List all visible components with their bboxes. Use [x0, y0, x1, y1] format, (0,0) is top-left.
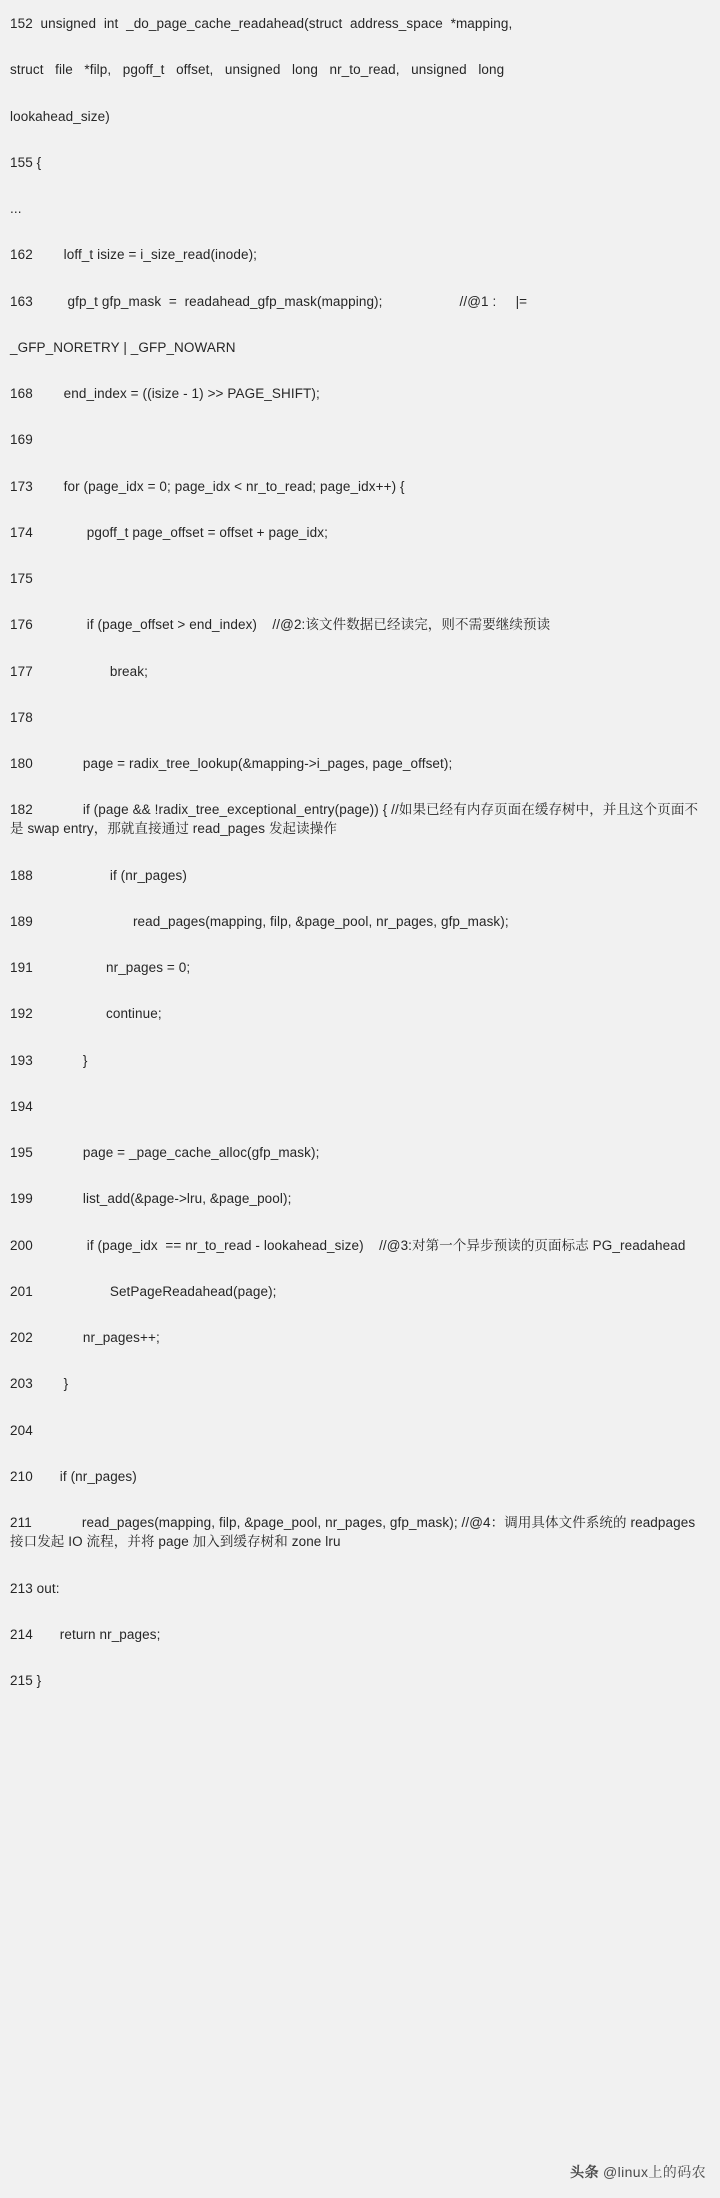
code-line: 152 unsigned int _do_page_cache_readahead(struct address_space *mapping,	[10, 16, 513, 31]
code-line: 178	[10, 709, 33, 725]
code-line: 214 return nr_pages;	[10, 1626, 161, 1642]
code-line: ...	[10, 201, 22, 216]
code-line: 189 read_pages(mapping, filp, &page_pool, nr_pages, gfp_mask);	[10, 913, 509, 929]
watermark-handle: @linux上的码农	[602, 2164, 706, 2180]
code-line: lookahead_size)	[10, 108, 110, 124]
code-line: 168 end_index = ((isize - 1) >> PAGE_SHIFT);	[10, 386, 320, 401]
code-line: 203 }	[10, 1376, 69, 1392]
code-line: 163 gfp_t gfp_mask = readahead_gfp_mask(mapping); //@1 : |=	[10, 293, 528, 309]
code-line: _GFP_NORETRY | _GFP_NOWARN	[10, 339, 236, 355]
code-line: 180 page = radix_tree_lookup(&mapping->i_pages, page_offset);	[10, 756, 453, 771]
watermark-brand: 头条	[570, 2164, 599, 2180]
code-line: struct file *filp, pgoff_t offset, unsigned long nr_to_read, unsigned long	[10, 62, 505, 78]
code-line: 199 list_add(&page->lru, &page_pool);	[10, 1191, 292, 1207]
code-line: 182 if (page && !radix_tree_exceptional_entry(page)) { //如果已经有内存页面在缓存树中，并且这个页面不是 swap entry，那就直接通过 read_pages 发起读操作	[10, 802, 699, 837]
watermark	[570, 2162, 706, 2182]
code-line: 195 page = _page_cache_alloc(gfp_mask);	[10, 1145, 320, 1161]
code-line: 188 if (nr_pages)	[10, 867, 187, 883]
code-line: 192 continue;	[10, 1006, 162, 1022]
code-line: 193 }	[10, 1052, 88, 1068]
code-line: 213 out:	[10, 1580, 60, 1596]
code-line: 162 loff_t isize = i_size_read(inode);	[10, 247, 258, 263]
code-line: 175	[10, 571, 33, 586]
code-line: 210 if (nr_pages)	[10, 1468, 137, 1484]
code-line: 169	[10, 432, 33, 448]
code-line: 215 }	[10, 1673, 42, 1689]
code-line: 204	[10, 1422, 33, 1438]
code-line: 202 nr_pages++;	[10, 1330, 160, 1346]
code-line: 201 SetPageReadahead(page);	[10, 1283, 277, 1299]
code-line: 176 if (page_offset > end_index) //@2:该文件数据已经读完，则不需要继续预读	[10, 617, 551, 633]
code-line: 194	[10, 1098, 33, 1114]
code-line: 174 pgoff_t page_offset = offset + page_idx;	[10, 524, 328, 540]
code-line: 200 if (page_idx == nr_to_read - lookahead_size) //@3:对第一个异步预读的页面标志 PG_readahead	[10, 1237, 686, 1253]
code-line: 155 {	[10, 154, 42, 170]
code-line: 191 nr_pages = 0;	[10, 960, 191, 976]
code-line: 177 break;	[10, 663, 148, 679]
code-line: 211 read_pages(mapping, filp, &page_pool, nr_pages, gfp_mask); //@4：调用具体文件系统的 readpages 接口发起 IO 流程，并将 page 加入到缓存树和 zone lru	[10, 1515, 700, 1550]
code-line: 173 for (page_idx = 0; page_idx < nr_to_read; page_idx++) {	[10, 478, 405, 494]
